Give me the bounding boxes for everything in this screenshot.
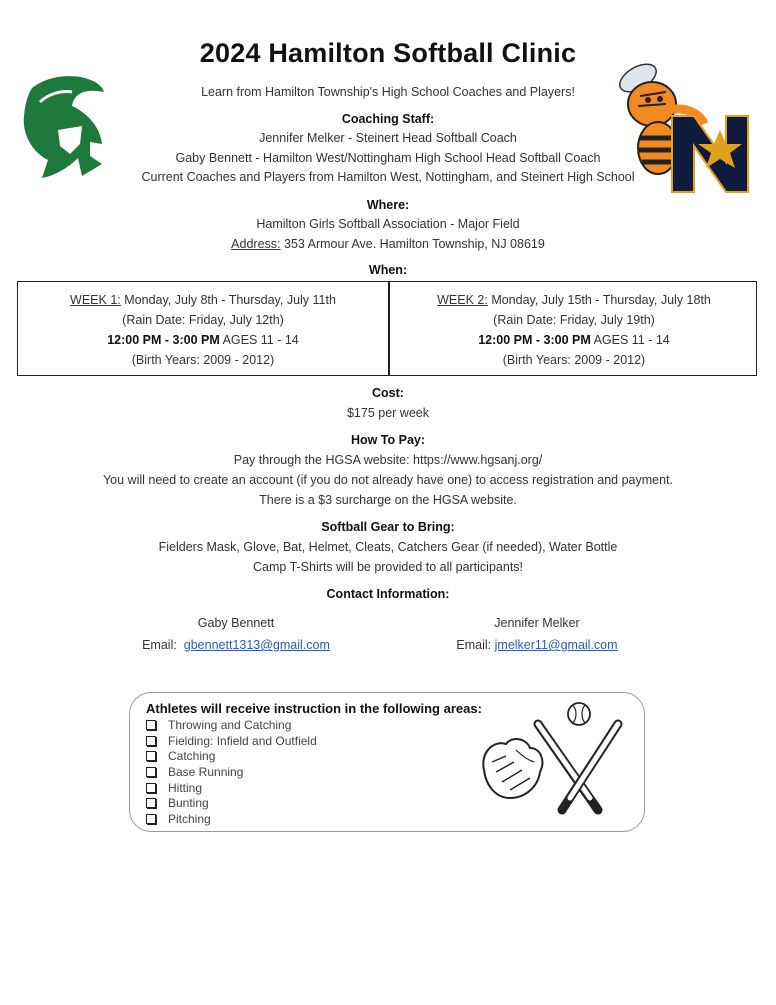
week-1-dates: Monday, July 8th - Thursday, July 11th	[124, 293, 336, 307]
coaching-heading: Coaching Staff:	[341, 112, 435, 126]
gear-heading: Softball Gear to Bring:	[321, 520, 455, 534]
checkbox-icon	[146, 767, 156, 777]
where-heading: Where:	[366, 198, 410, 212]
address-line	[0, 237, 776, 251]
checkbox-icon	[146, 814, 156, 824]
week-1-label: WEEK 1:	[70, 293, 121, 307]
contact-name: Jennifer Melker	[494, 616, 580, 630]
contact-melker	[387, 612, 687, 656]
glove-icon	[483, 739, 542, 798]
softball-gear-illustration	[476, 700, 626, 820]
email-label: Email:	[142, 638, 177, 652]
areas-list	[146, 717, 317, 827]
cost-value: $175 per week	[346, 406, 429, 420]
list-item	[146, 780, 317, 796]
pay-line-1: Pay through the HGSA website: https://www.hgsanj.org/	[233, 453, 543, 467]
pay-line-3: There is a $3 surcharge on the HGSA website.	[259, 493, 517, 507]
week-2-cell	[389, 290, 759, 370]
list-item	[146, 795, 317, 811]
page-title: 2024 Hamilton Softball Clinic	[199, 38, 577, 68]
cost-heading: Cost:	[372, 386, 404, 400]
list-item	[146, 733, 317, 749]
coach-line-1: Jennifer Melker - Steinert Head Softball Coach	[259, 131, 517, 145]
list-item-label: Base Running	[168, 764, 244, 779]
week-1-ages: AGES 11 - 14	[222, 333, 299, 347]
address-label: Address:	[231, 237, 281, 251]
list-item-label: Bunting	[168, 796, 209, 811]
week-1-time: 12:00 PM - 3:00 PM	[107, 333, 220, 347]
checkbox-icon	[146, 736, 156, 746]
list-item	[146, 811, 317, 827]
list-item	[146, 748, 317, 764]
areas-heading: Athletes will receive instruction in the following areas:	[146, 701, 482, 716]
softball-icon	[568, 703, 590, 725]
week-2-time: 12:00 PM - 3:00 PM	[478, 333, 591, 347]
venue: Hamilton Girls Softball Association - Major Field	[256, 217, 520, 231]
week-2-rain: (Rain Date: Friday, July 19th)	[493, 313, 655, 327]
week-1-birth: (Birth Years: 2009 - 2012)	[131, 353, 275, 367]
contact-name: Gaby Bennett	[197, 616, 275, 630]
email-link[interactable]: gbennett1313@gmail.com	[183, 638, 330, 652]
subtitle: Learn from Hamilton Township's High School Coaches and Players!	[201, 85, 575, 99]
list-item-label: Fielding: Infield and Outfield	[168, 733, 317, 748]
email-label: Email:	[456, 638, 492, 652]
week-2-ages: AGES 11 - 14	[593, 333, 670, 347]
week-2-birth: (Birth Years: 2009 - 2012)	[502, 353, 646, 367]
schedule-table	[17, 281, 757, 376]
list-item	[146, 717, 317, 733]
week-2-dates: Monday, July 15th - Thursday, July 18th	[491, 293, 711, 307]
week-1-cell	[18, 290, 388, 370]
coach-line-3: Current Coaches and Players from Hamilton West, Nottingham, and Steinert High School	[141, 170, 635, 184]
contact-bennett	[86, 612, 386, 656]
email-link[interactable]: jmelker11@gmail.com	[494, 638, 618, 652]
list-item-label: Throwing and Catching	[168, 717, 292, 732]
gear-line-1: Fielders Mask, Glove, Bat, Helmet, Cleats, Catchers Gear (if needed), Water Bottle	[158, 540, 618, 554]
pay-line-2: You will need to create an account (if you do not already have one) to access registration and payment.	[102, 473, 674, 487]
pay-heading: How To Pay:	[350, 433, 426, 447]
coach-line-2: Gaby Bennett - Hamilton West/Nottingham High School Head Softball Coach	[175, 151, 601, 165]
crossed-bats-icon	[538, 724, 618, 810]
list-item-label: Catching	[168, 749, 216, 764]
address: 353 Armour Ave. Hamilton Township, NJ 08619	[284, 237, 545, 251]
week-1-rain: (Rain Date: Friday, July 12th)	[122, 313, 284, 327]
list-item	[146, 764, 317, 780]
checkbox-icon	[146, 720, 156, 730]
list-item-label: Pitching	[168, 811, 211, 826]
checkbox-icon	[146, 783, 156, 793]
contact-heading: Contact Information:	[326, 587, 450, 601]
list-item-label: Hitting	[168, 780, 203, 795]
checkbox-icon	[146, 798, 156, 808]
gear-line-2: Camp T-Shirts will be provided to all participants!	[252, 560, 524, 574]
checkbox-icon	[146, 751, 156, 761]
when-heading: When:	[368, 263, 408, 277]
week-2-label: WEEK 2:	[437, 293, 488, 307]
